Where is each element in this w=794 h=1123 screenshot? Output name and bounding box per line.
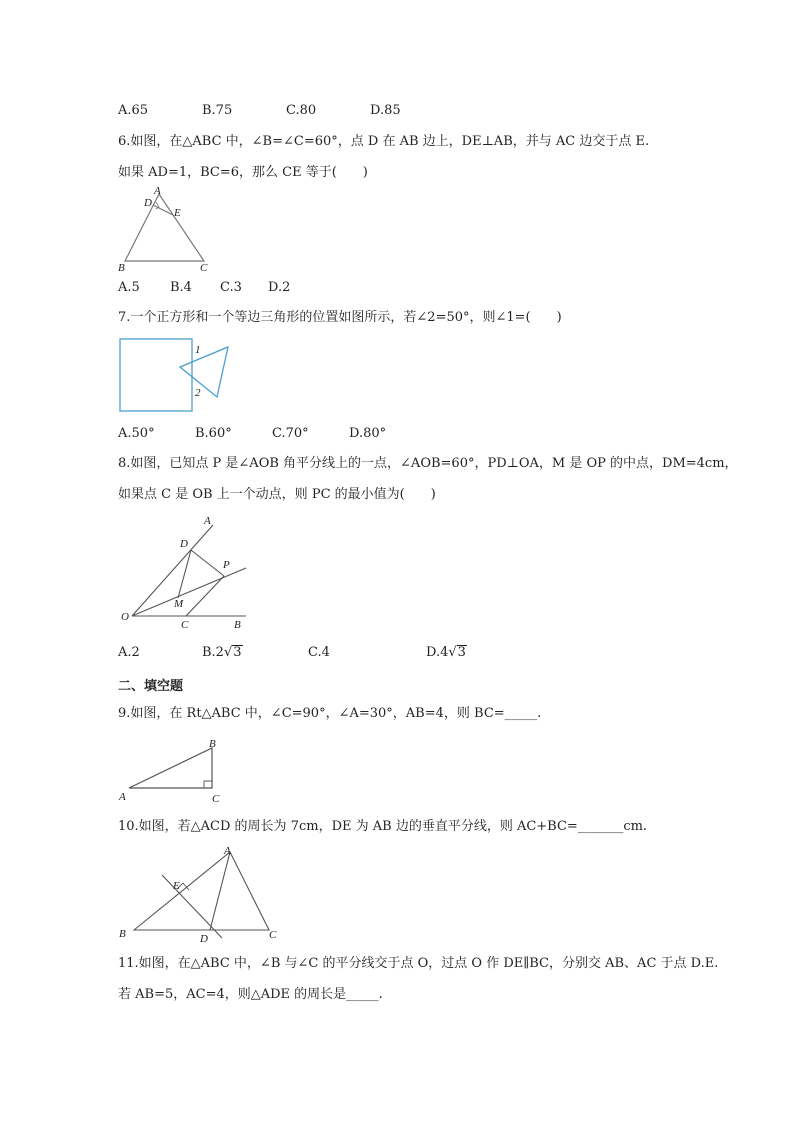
q6-label-a: A — [154, 185, 161, 197]
q10-label-c: C — [269, 929, 277, 941]
q8-text-line2: 如果点 C 是 OB 上一个动点，则 PC 的最小值为( ) — [118, 487, 436, 502]
q5-option-c: C.80 — [286, 103, 317, 118]
q8-option-b: B.2√3 — [202, 645, 242, 660]
q9-label-c: C — [212, 793, 220, 805]
q6-option-b: B.4 — [170, 280, 192, 295]
section-title-fill-in: 二、填空题 — [118, 679, 184, 694]
q5-option-b: B.75 — [202, 103, 233, 118]
q7-square-triangle-figure — [118, 336, 248, 416]
q8-label-p: P — [223, 559, 230, 571]
q9-right-triangle-figure — [118, 734, 238, 804]
q11-text-line1: 11.如图，在△ABC 中，∠B 与∠C 的平分线交于点 O，过点 O 作 DE∥BC，分别交 AB、AC 于点 D.E. — [118, 956, 719, 971]
q8-label-o: O — [121, 611, 129, 623]
q8-option-d: D.4√3 — [426, 645, 466, 660]
q7-option-b: B.60° — [195, 426, 232, 441]
q7-option-a: A.50° — [118, 426, 155, 441]
q9-text-line1: 9.如图，在 Rt△ABC 中，∠C=90°，∠A=30°，AB=4，则 BC=_____. — [118, 706, 542, 721]
q5-option-d: D.85 — [370, 103, 401, 118]
q7-angle-1-label: 1 — [195, 344, 201, 356]
q8-option-b-radicand: 3 — [233, 645, 242, 660]
q7-option-d: D.80° — [349, 426, 387, 441]
q9-label-a: A — [119, 791, 126, 803]
q6-triangle-figure — [116, 186, 226, 276]
q10-text-line1: 10.如图，若△ACD 的周长为 7cm，DE 为 AB 边的垂直平分线，则 AC+BC=_______cm. — [118, 819, 648, 834]
q6-option-a: A.5 — [118, 280, 140, 295]
q8-label-c: C — [181, 619, 189, 631]
q5-option-a: A.65 — [118, 103, 149, 118]
q10-label-a: A — [224, 845, 231, 857]
q7-option-c: C.70° — [272, 426, 309, 441]
q7-angle-2-label: 2 — [195, 387, 201, 399]
q6-option-d: D.2 — [268, 280, 291, 295]
q6-label-d: D — [144, 197, 152, 209]
q10-label-b: B — [119, 928, 126, 940]
q8-option-d-prefix: D.4 — [426, 645, 449, 660]
q8-angle-bisector-figure — [118, 512, 258, 632]
q6-label-b: B — [118, 262, 125, 274]
q8-label-a: A — [204, 515, 211, 527]
q8-option-d-radicand: 3 — [457, 645, 466, 660]
q7-text-line1: 7.一个正方形和一个等边三角形的位置如图所示，若∠2=50°，则∠1=( ) — [118, 310, 562, 325]
q10-label-d: D — [200, 933, 208, 945]
q11-text-line2: 若 AB=5，AC=4，则△ADE 的周长是_____. — [118, 987, 383, 1002]
q8-option-a: A.2 — [118, 645, 140, 660]
q6-text-line1: 6.如图，在△ABC 中，∠B=∠C=60°，点 D 在 AB 边上，DE⊥AB，并与 AC 边交于点 E. — [118, 134, 650, 149]
q10-label-e: E — [173, 880, 180, 892]
q8-label-b: B — [234, 619, 241, 631]
q6-text-line2: 如果 AD=1，BC=6，那么 CE 等于( ) — [118, 165, 368, 180]
q6-label-c: C — [200, 262, 208, 274]
q9-label-b: B — [209, 738, 216, 750]
q6-option-c: C.3 — [220, 280, 242, 295]
q10-perpendicular-bisector-figure — [118, 842, 288, 945]
q8-text-line1: 8.如图，已知点 P 是∠AOB 角平分线上的一点，∠AOB=60°，PD⊥OA，M 是 OP 的中点，DM=4cm， — [118, 456, 738, 471]
q6-label-e: E — [174, 207, 181, 219]
q8-label-m: M — [174, 598, 184, 610]
q8-option-b-prefix: B.2 — [202, 645, 224, 660]
q8-label-d: D — [180, 538, 188, 550]
q8-option-c: C.4 — [308, 645, 330, 660]
